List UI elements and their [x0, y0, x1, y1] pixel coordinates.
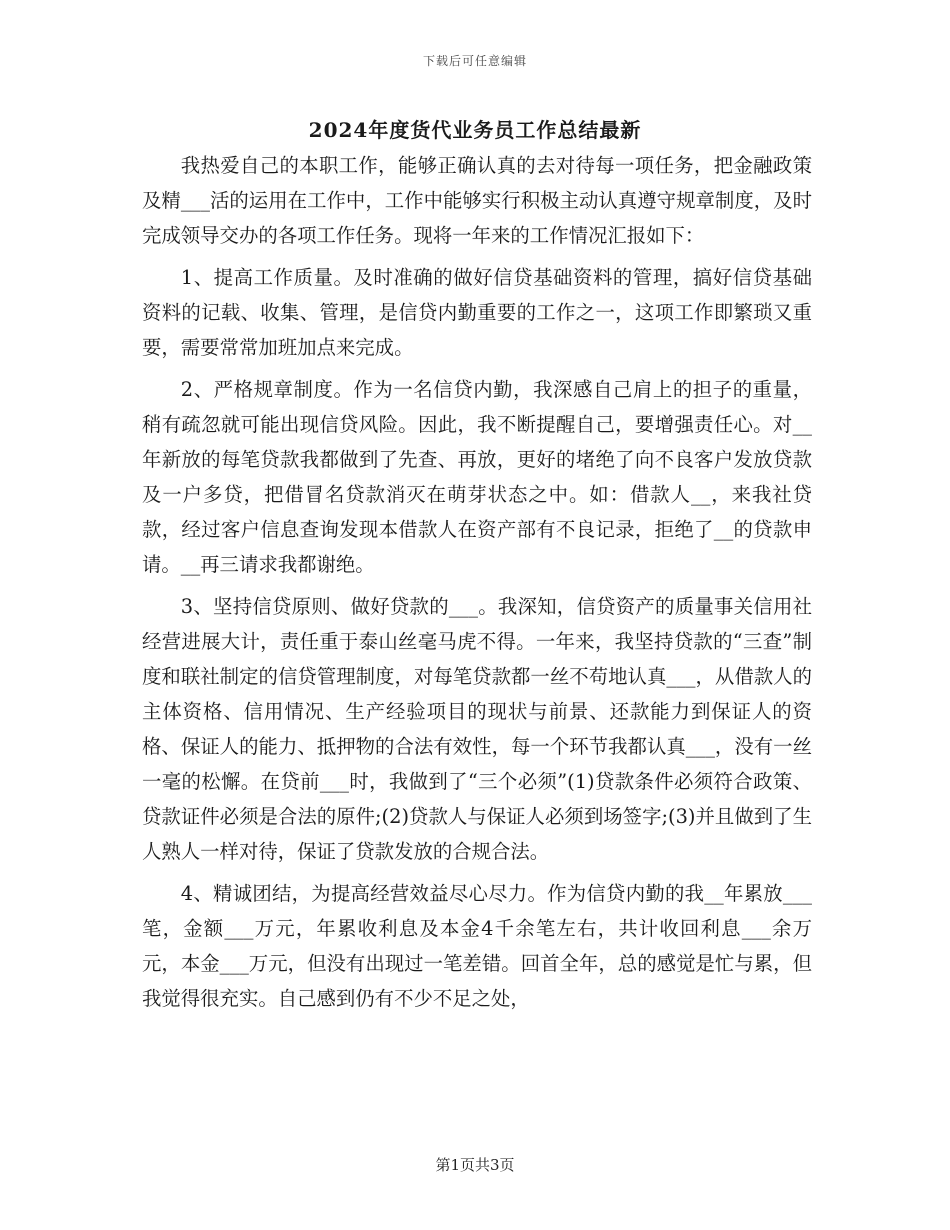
paragraph-item-4: 4、精诚团结，为提高经营效益尽心尽力。作为信贷内勤的我__年累放___笔，金额___万元，年累收利息及本金4千余笔左右，共计收回利息___余万元，本金___万元，但没有出现过一笔差错。回首全年，总的感觉是忙与累，但我觉得很充实。自己感到仍有不少不足之处， [142, 882, 812, 1010]
paragraph-item-3: 3、坚持信贷原则、做好贷款的___。我深知，信贷资产的质量事关信用社经营进展大计，责任重于泰山丝毫马虎不得。一年来，我坚持贷款的“三查”制度和联社制定的信贷管理制度，对每笔贷款都一丝不苟地认真___，从借款人的主体资格、信用情况、生产经验项目的现状与前景、还款能力到保证人的资格、保证人的能力、抵押物的合法有效性，每一个环节我都认真___，没有一丝一毫的松懈。在贷前___时，我做到了“三个必须”(1)贷款条件必须符合政策、贷款证件必须是合法的原件;(2)贷款人与保证人必须到场签字;(3)并且做到了生人熟人一样对待，保证了贷款发放的合规合法。 [142, 595, 812, 863]
page-number: 第1页共3页 [435, 1156, 515, 1174]
document-body [142, 148, 812, 1023]
paragraph-item-2: 2、严格规章制度。作为一名信贷内勤，我深感自己肩上的担子的重量，稍有疏忽就可能出现信贷风险。因此，我不断提醒自己，要增强责任心。对__年新放的每笔贷款我都做到了先查、再放，更好的堵绝了向不良客户发放贷款及一户多贷，把借冒名贷款消灭在萌芽状态之中。如：借款人__，来我社贷款，经过客户信息查询发现本借款人在资产部有不良记录，拒绝了__的贷款申请。__再三请求我都谢绝。 [142, 378, 812, 576]
paragraph-intro: 我热爱自己的本职工作，能够正确认真的去对待每一项任务，把金融政策及精___活的运用在工作中，工作中能够实行积极主动认真遵守规章制度，及时完成领导交办的各项工作任务。现将一年来的工作情况汇报如下： [142, 154, 812, 247]
paragraph-item-1: 1、提高工作质量。及时准确的做好信贷基础资料的管理，搞好信贷基础资料的记载、收集、管理，是信贷内勤重要的工作之一，这项工作即繁琐又重要，需要常常加班加点来完成。 [142, 266, 812, 359]
document-title: 2024年度货代业务员工作总结最新 [308, 118, 642, 142]
header-note: 下载后可任意编辑 [422, 54, 527, 68]
